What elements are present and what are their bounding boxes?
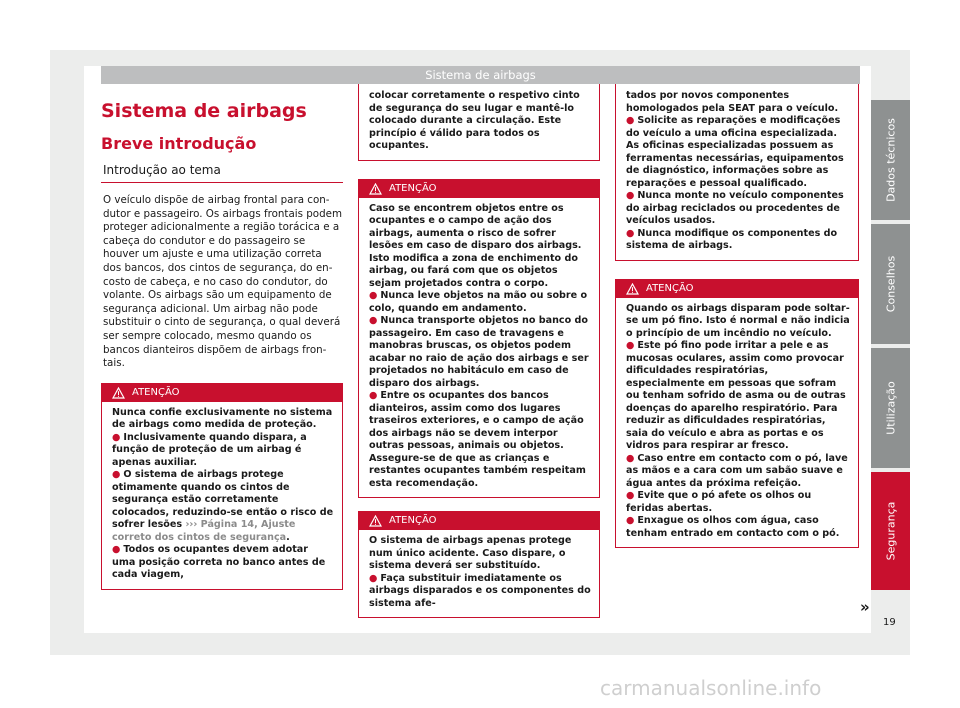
warning-header [359, 512, 599, 530]
page-header-bar [101, 66, 860, 84]
warning-label: ATENÇÃO [132, 386, 180, 398]
bullet-icon: ● [369, 572, 378, 584]
warning-body [359, 530, 599, 617]
bullet-icon: ● [369, 290, 378, 301]
page-number: 19 [883, 617, 896, 628]
warning-bullet: ● Caso entre em contacto com o pó, lave as mãos e a cara com um sabão suave e água antes da próxima refeição. [626, 452, 848, 489]
intro-paragraph: O veículo dispõe de airbag frontal para condutor e passageiro. Os airbags frontais podem proteger adicionalmente a região torácica e a cabeça do condutor e do passageiro se houver um ajuste e uma utilização correta dos bancos, dos cintos de segurança, do encosto de cabeça, e no caso do condutor, do volante. Os airbags são um equipamento de segurança adicional. Um airbag não pode substituir o cinto de segurança, o qual deverá ser sempre colocado, mesmo quando os bancos dianteiros dispõem de airbags frontais. [103, 194, 343, 370]
warning-label: ATENÇÃO [389, 515, 437, 526]
header-title: Sistema de airbags [425, 68, 536, 82]
warning-box [358, 511, 600, 618]
warning-bullet: ● Entre os ocupantes dos bancos dianteiros, assim como dos lugares traseiros exteriores, e o campo de ação dos airbags não se devem interpor outras pessoas, animais ou objetos. Assegure-se de que as crianças e restantes ocupantes também respeitam esta recomendação. [369, 390, 586, 489]
warning-box [101, 383, 343, 590]
column-2 [358, 84, 600, 618]
warning-label: ATENÇÃO [646, 282, 694, 294]
column-1 [101, 84, 343, 590]
warning-triangle-icon [626, 283, 639, 295]
warning-bullet: ● Nunca transporte objetos no banco do passageiro. Em caso de travagens e manobras bruscas, os objetos podem acabar no raio de ação dos airbags e ser projetados no habitáculo em caso de disparo dos airbags. [369, 315, 589, 389]
bullet-icon: ● [626, 115, 635, 126]
tab-utilizacao[interactable]: Utilização [871, 348, 910, 468]
tab-dados-tecnicos[interactable]: Dados técnicos [871, 100, 910, 220]
tab-seguranca[interactable]: Segurança [871, 472, 910, 590]
warning-bullet: ● Faça substituir imediatamente os airbags disparados e os componentes do sistema afe- [369, 572, 591, 609]
warning-triangle-icon [369, 515, 382, 527]
warning-bullet: ● Inclusivamente quando dispara, a função de proteção de um airbag é apenas auxiliar. [112, 431, 307, 468]
warning-bullet: ● Nunca modifique os componentes do sistema de airbags. [626, 227, 838, 251]
warning-box [615, 279, 859, 549]
warning-intro: Nunca confie exclusivamente no sistema de airbags como medida de proteção. [112, 406, 333, 431]
warning-continuation: tados por novos componentes homologados pela SEAT para o veículo. ● Solicite as reparações e modificações do veículo a uma oficina especializada. As oficinas especializadas possuem as ferramentas necessárias, equipamentos de diagnóstico, informações sobre as reparações e pessoal qualificado. ● Nunca monte no veículo componentes do airbag reciclados ou procedentes de veículos usados. ● Nunca modifique os componentes do sistema de airbags. [615, 84, 859, 261]
warning-bullet: ● Todos os ocupantes devem adotar uma posição correta no banco antes de cada viagem, [112, 544, 326, 581]
bullet-icon: ● [626, 340, 635, 351]
page-title: Sistema de airbags [101, 100, 307, 122]
warning-header [359, 180, 599, 198]
warning-box [358, 179, 600, 499]
section-subtitle: Breve introdução [101, 134, 257, 153]
continue-arrow-icon: » [860, 598, 870, 616]
warning-triangle-icon [112, 387, 125, 399]
bullet-icon: ● [112, 544, 121, 556]
bullet-icon: ● [369, 390, 378, 401]
warning-continuation: colocar corretamente o respetivo cinto de segurança do seu lugar e mantê-lo colocado durante a circulação. Este princípio é válido para todos os ocupantes. [358, 84, 600, 161]
warning-body [359, 198, 599, 498]
bullet-icon: ● [626, 190, 635, 201]
bullet-icon: ● [112, 431, 121, 443]
warning-header [616, 280, 858, 298]
bullet-icon: ● [112, 469, 121, 481]
warning-header [102, 384, 342, 402]
warning-intro: Caso se encontrem objetos entre os ocupantes e o campo de ação dos airbags, aumenta o risco de sofrer lesões em caso de disparo dos airbags. Isto modifica a zona de enchimento do airbag, ou fará com que os objetos sejam projetados contra o corpo. [369, 202, 582, 289]
watermark: carmanualsonline.info [600, 676, 822, 700]
column-3 [615, 84, 859, 548]
cross-ref-arrow-icon: ››› [185, 519, 198, 531]
bullet-icon: ● [626, 490, 635, 501]
topic-heading: Introdução ao tema [101, 163, 343, 183]
warning-bullet: ● O sistema de airbags protege otimamente quando os cintos de segurança estão corretamente colocados, reduzindo-se então o risco de sofrer lesões ››› Página 14, Ajuste correto dos cintos de segurança. [112, 469, 334, 543]
warning-bullet: ● Nunca monte no veículo componentes do airbag reciclados ou procedentes de veículos usados. [626, 190, 844, 226]
cross-reference-link[interactable]: Página 14, Ajuste correto dos cintos de segurança [112, 519, 296, 543]
bullet-icon: ● [626, 452, 635, 464]
warning-triangle-icon [369, 183, 382, 195]
tab-conselhos[interactable]: Conselhos [871, 224, 910, 344]
warning-body [616, 298, 858, 548]
warning-intro: O sistema de airbags apenas protege num único acidente. Caso dispare, o sistema deverá ser substituído. [369, 535, 572, 571]
warning-body [102, 402, 342, 589]
bullet-icon: ● [626, 515, 635, 526]
warning-bullet: ● Este pó fino pode irritar a pele e as mucosas oculares, assim como provocar dificuldades respiratórias, especialmente em pessoas que sofram ou tenham sofrido de asma ou de outras doenças do aparelho respiratório. Para reduzir as dificuldades respiratórias, saia do veículo e abra as portas e os vidros para respirar ar fresco. [626, 340, 846, 451]
warning-label: ATENÇÃO [389, 182, 437, 194]
bullet-icon: ● [369, 315, 378, 326]
warning-bullet: ● Enxague os olhos com água, caso tenham entrado em contacto com o pó. [626, 515, 840, 539]
warning-intro: Quando os airbags disparam pode soltar-se um pó fino. Isto é normal e não indicia o princípio de um incêndio no veículo. [626, 302, 850, 339]
bullet-icon: ● [626, 227, 635, 239]
warning-bullet: ● Nunca leve objetos na mão ou sobre o colo, quando em andamento. [369, 290, 588, 314]
warning-bullet: ● Solicite as reparações e modificações do veículo a uma oficina especializada. As oficinas especializadas possuem as ferramentas necessárias, equipamentos de diagnóstico, informações sobre as reparações e pessoal qualificado. [626, 115, 844, 189]
warning-bullet: ● Evite que o pó afete os olhos ou feridas abertas. [626, 490, 812, 514]
